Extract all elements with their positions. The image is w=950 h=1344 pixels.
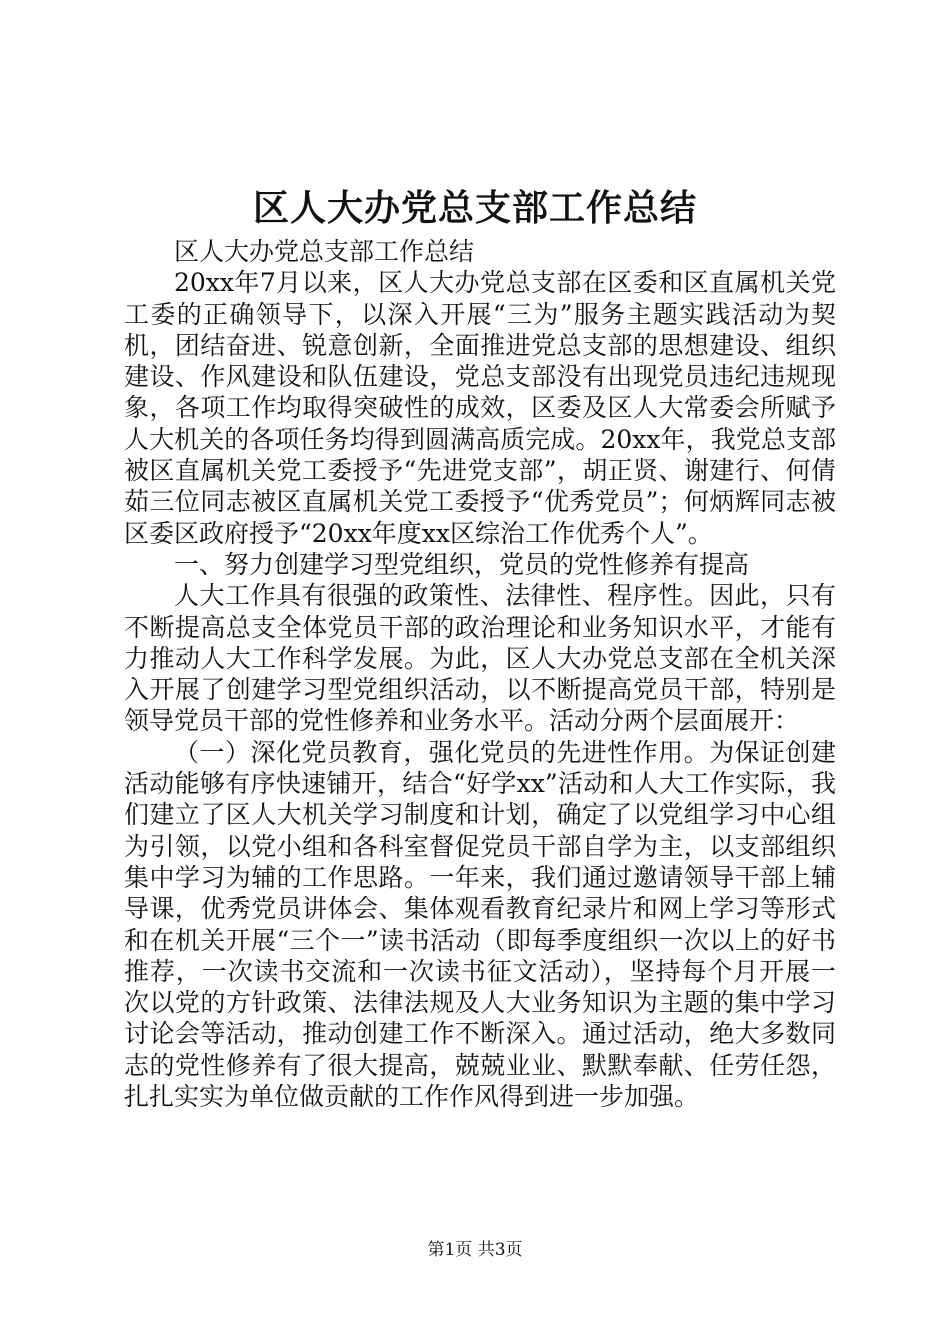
document-subtitle-paragraph: 区人大办党总支部工作总结 <box>174 237 475 266</box>
section-1-paragraph: 人大工作具有很强的政策性、法律性、程序性。因此，只有不断提高总支全体党员干部的政治理论和业务知识水平，才能有力推动人大工作科学发展。为此，区人大办党总支部在全机关深入开展了创建学习型党组织活动，以不断提高党员干部，特别是领导党员干部的党性修养和业务水平。活动分两个层面展开： <box>124 581 836 736</box>
page-number-footer: 第1页 共3页 <box>427 1240 523 1260</box>
document-title: 区人大办党总支部工作总结 <box>252 187 697 229</box>
subsection-1-paragraph: （一）深化党员教育，强化党员的先进性作用。为保证创建活动能够有序快速铺开，结合“好学xx”活动和人大工作实际，我们建立了区人大机关学习制度和计划，确定了以党组学习中心组为引领，以党小组和各科室督促党员干部自学为主，以支部组织集中学习为辅的工作思路。一年来，我们通过邀请领导干部上辅导课，优秀党员讲体会、集体观看教育纪录片和网上学习等形式和在机关开展“三个一”读书活动（即每季度组织一次以上的好书推荐，一次读书交流和一次读书征文活动），坚持每个月开展一次以党的方针政策、法律法规及人大业务知识为主题的集中学习讨论会等活动，推动创建工作不断深入。通过活动，绝大多数同志的党性修养有了很大提高，兢兢业业、默默奉献、任劳任怨，扎扎实实为单位做贡献的工作作风得到进一步加强。 <box>124 737 836 1112</box>
section-heading-1: 一、努力创建学习型党组织，党员的党性修养有提高 <box>174 549 750 579</box>
intro-paragraph: 20xx年7月以来，区人大办党总支部在区委和区直属机关党工委的正确领导下，以深入开展“三为”服务主题实践活动为契机，团结奋进、锐意创新，全面推进党总支部的思想建设、组织建设、作风建设和队伍建设，党总支部没有出现党员违纪违规现象，各项工作均取得突破性的成效，区委及区人大常委会所赋予人大机关的各项任务均得到圆满高质完成。20xx年，我党总支部被区直属机关党工委授予“先进党支部”，胡正贤、谢建行、何倩茹三位同志被区直属机关党工委授予“优秀党员”；何炳辉同志被区委区政府授予“20xx年度xx区综治工作优秀个人”。 <box>124 268 836 548</box>
document-body <box>124 236 836 1112</box>
